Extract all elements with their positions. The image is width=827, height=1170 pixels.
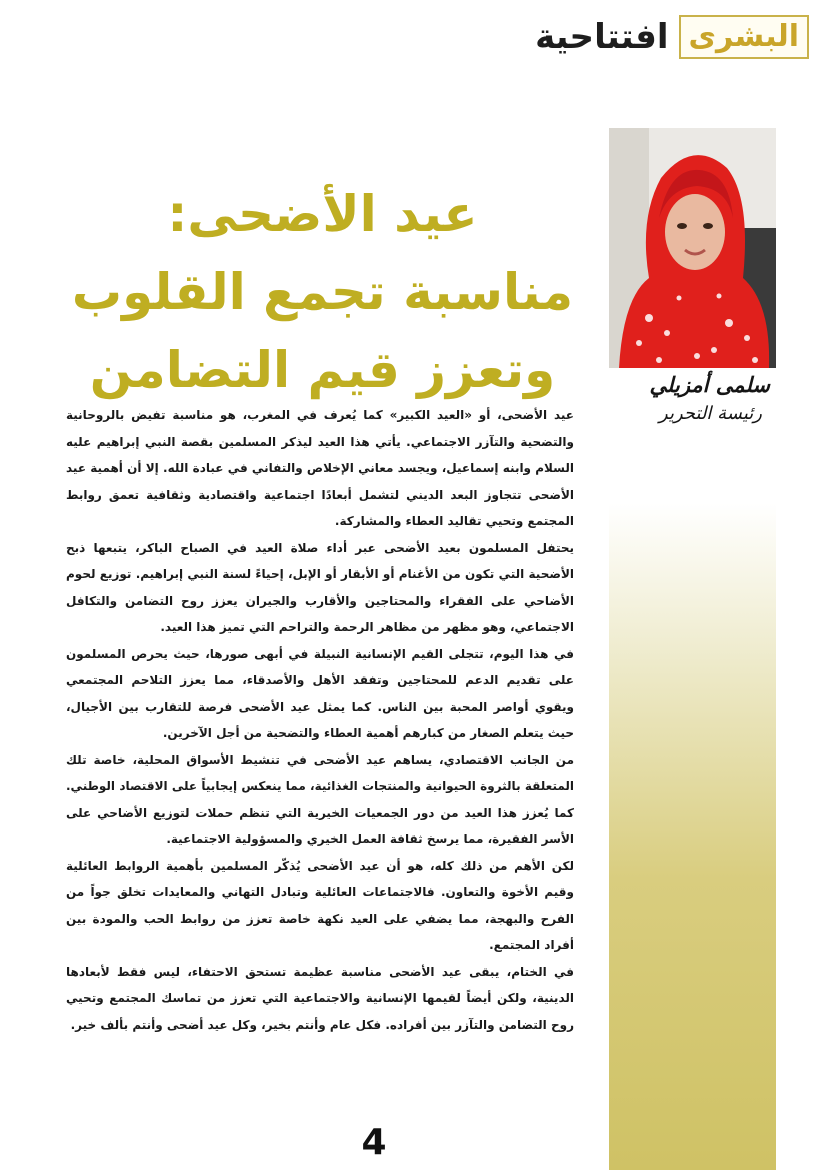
- article-paragraph: يحتفل المسلمون بعيد الأضحى عبر أداء صلاة العيد في الصباح الباكر، يتبعها ذبح الأضحية التي تكون من الأغنام أو الأبقار أو الإبل، إحياءً لسنة النبي إبراهيم. توزيع لحوم الأضاحي على الفقراء والمحتاجين والأقارب والجيران يعزز روح التضامن والتكافل الاجتماعي، وهو مظهر من مظاهر الرحمة والتراحم التي تميز هذا العيد.: [66, 540, 574, 634]
- article-paragraph: في الختام، يبقى عيد الأضحى مناسبة عظيمة تستحق الاحتفاء، ليس فقط لأبعادها الدينية، ولكن أيضاً لقيمها الإنسانية والاجتماعية التي تعزز من تماسك المجتمع وتحيي روح التضامن والتآزر بين أفراده. فكل عام وأنتم بخير، وكل عيد أضحى وأنتم بألف خير.: [66, 964, 574, 1032]
- author-photo: [609, 128, 776, 368]
- article-body: [66, 402, 574, 1038]
- article-paragraph: لكن الأهم من ذلك كله، هو أن عيد الأضحى يُذكّر المسلمين بأهمية الروابط العائلية وقيم الأخوة والتعاون. فالاجتماعات العائلية وتبادل التهاني والمعايدات تخلق جواً من الفرح والبهجة، مما يضفي على العيد نكهة خاصة تعزز من روابط الحب والمودة بين أفراد المجتمع.: [66, 858, 574, 952]
- headline-line: وتعزز قيم التضامن: [89, 341, 556, 399]
- author-portrait: [609, 128, 776, 368]
- author-byline: [560, 372, 770, 424]
- article-headline: [50, 175, 595, 409]
- section-label: افتتاحية: [535, 17, 669, 57]
- article-paragraph: عيد الأضحى، أو «العيد الكبير» كما يُعرف في المغرب، هو مناسبة تفيض بالروحانية والتضحية والتآزر الاجتماعي. يأتي هذا العيد ليذكر المسلمين بقصة النبي إبراهيم عليه السلام وابنه إسماعيل، ويجسد معاني الإخلاص والتفاني في عبادة الله. إلا أن أهمية عيد الأضحى تتجاوز البعد الديني لتشمل أبعادًا اجتماعية واقتصادية وثقافية تعمق روابط المجتمع وتحيي تقاليد العطاء والمشاركة.: [66, 408, 574, 528]
- magazine-logo: البشرى: [679, 15, 809, 59]
- headline-line: مناسبة تجمع القلوب: [71, 263, 574, 321]
- page-number: 4: [361, 1122, 387, 1163]
- author-role: رئيسة التحرير: [659, 403, 762, 424]
- article-paragraph: في هذا اليوم، تتجلى القيم الإنسانية النبيلة في أبهى صورها، حيث يحرص المسلمون على تقديم الدعم للمحتاجين وتفقد الأهل والأصدقاء، مما يعزز التلاحم المجتمعي ويقوي أواصر المحبة بين الناس. كما يمثل عيد الأضحى فرصة للتقارب بين الأجيال، حيث يتعلم الصغار من كبارهم أهمية العطاء والتضحية من أجل الآخرين.: [66, 646, 574, 740]
- article-paragraph: من الجانب الاقتصادي، يساهم عيد الأضحى في تنشيط الأسواق المحلية، خاصة تلك المتعلقة بالثروة الحيوانية والمنتجات الغذائية، مما ينعكس إيجابياً على الاقتصاد الوطني. كما يُعزز هذا العيد من دور الجمعيات الخيرية التي تنظم حملات لتوزيع الأضاحي على الأسر الفقيرة، مما يرسخ ثقافة العمل الخيري والمسؤولية الاجتماعية.: [66, 752, 574, 846]
- headline-line: عيد الأضحى:: [167, 185, 478, 243]
- masthead: [535, 14, 809, 60]
- author-name: سلمى أمزيلي: [649, 372, 770, 397]
